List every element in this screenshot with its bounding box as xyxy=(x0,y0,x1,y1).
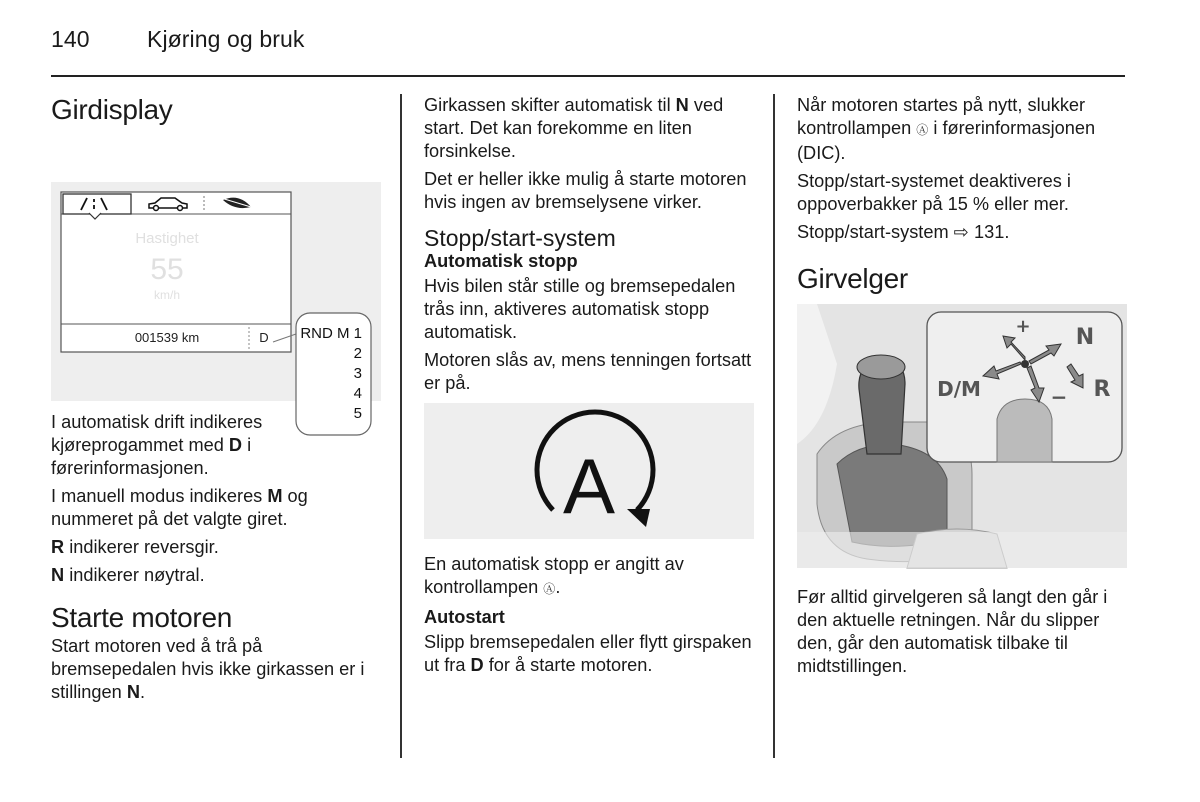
column-2 xyxy=(424,94,754,682)
gear-indicator: D xyxy=(259,330,269,345)
paragraph-uphill-deactivation: Stopp/start-systemet deaktiveres i oppoverbakker på 15 % eller mer. xyxy=(797,171,1071,214)
paragraph-start-engine: Start motoren ved å trå på bremsepedalen hvis ikke girkassen er i stillingen N. xyxy=(51,636,365,702)
callout-gear-line-3: 3 xyxy=(353,365,362,382)
shift-dm-label: D/M xyxy=(937,377,981,401)
shift-minus-label: − xyxy=(1050,385,1068,409)
shift-n-label: N xyxy=(1075,325,1095,350)
paragraph-move-selector: Før alltid girvelgeren så langt den går i den aktuelle retningen. Når du slipper den, går den automatisk tilbake til midtstillingen. xyxy=(797,587,1108,676)
paragraph-manual-mode: I manuell modus indikeres M og nummeret på det valgte giret. xyxy=(51,486,308,529)
shift-knob xyxy=(857,355,905,379)
speed-unit: km/h xyxy=(153,288,181,302)
paragraph-auto-stop-conditions: Hvis bilen står stille og bremsepedalen trås inn, aktiveres automatisk stopp automatisk. xyxy=(424,276,736,342)
odometer: 001539 km xyxy=(134,330,200,345)
paragraph-neutral: N indikerer nøytral. xyxy=(51,565,205,585)
column-3 xyxy=(797,94,1127,683)
section-heading-girdisplay: Girdisplay xyxy=(51,94,173,125)
column-divider-2 xyxy=(773,94,775,758)
gear-display-illustration xyxy=(51,137,381,422)
section-title: Kjøring og bruk xyxy=(147,26,305,52)
paragraph-reverse: R indikerer reversgir. xyxy=(51,537,219,557)
tab-road-active xyxy=(63,194,131,214)
autostop-indicator-illustration xyxy=(424,403,754,539)
subheading-autostart: Autostart xyxy=(424,607,505,627)
paragraph-brake-lights: Det er heller ikke mulig å starte motoren hvis ingen av bremselysene virker. xyxy=(424,169,747,212)
section-heading-starte-motoren: Starte motoren xyxy=(51,602,232,633)
paragraph-shift-neutral: Girkassen skifter automatisk til N ved start. Det kan forekomme en liten forsinkelse. xyxy=(424,95,724,161)
gear-selector-illustration xyxy=(797,304,1127,568)
section-heading-girvelger: Girvelger xyxy=(797,263,908,294)
column-divider-1 xyxy=(400,94,402,758)
autostop-lamp-icon: Ⓐ xyxy=(543,582,556,596)
header-rule xyxy=(51,75,1125,77)
page-number: 140 xyxy=(51,26,90,52)
autostop-icon-letter: A xyxy=(562,442,616,530)
shift-plus-label: + xyxy=(1015,316,1031,337)
paragraph-cross-reference: Stopp/start-system ⇨ 131. xyxy=(797,222,1010,242)
callout-gear-line-1: RND M 1 xyxy=(300,325,362,342)
shift-r-label: R xyxy=(1093,377,1111,402)
subheading-stop-start-system: Stopp/start-system xyxy=(424,225,616,251)
speed-value: 55 xyxy=(150,253,184,286)
column-1 xyxy=(51,93,381,709)
paragraph-engine-off: Motoren slås av, mens tenningen fortsatt er på. xyxy=(424,350,752,393)
paragraph-autostop-indicated: En automatisk stopp er angitt av kontrollampen Ⓐ. xyxy=(424,554,684,597)
speed-label: Hastighet xyxy=(135,230,199,247)
paragraph-restart: Når motoren startes på nytt, slukker kontrollampen Ⓐ i førerinformasjonen (DIC). xyxy=(797,95,1096,163)
callout-gear-line-5: 5 xyxy=(353,405,362,422)
callout-gear-line-4: 4 xyxy=(353,385,362,402)
callout-gear-line-2: 2 xyxy=(353,345,362,362)
subheading-automatic-stop: Automatisk stopp xyxy=(424,251,578,271)
page-reference-arrow-icon: ⇨ xyxy=(953,222,969,242)
autostop-lamp-icon: Ⓐ xyxy=(916,123,929,137)
paragraph-automatic-mode: I automatisk drift indikeres kjøreprogammet med D i førerinformasjonen. xyxy=(51,412,263,478)
page-header xyxy=(51,26,304,53)
paragraph-autostart: Slipp bremsepedalen eller flytt girspaken ut fra D for å starte motoren. xyxy=(424,632,752,675)
